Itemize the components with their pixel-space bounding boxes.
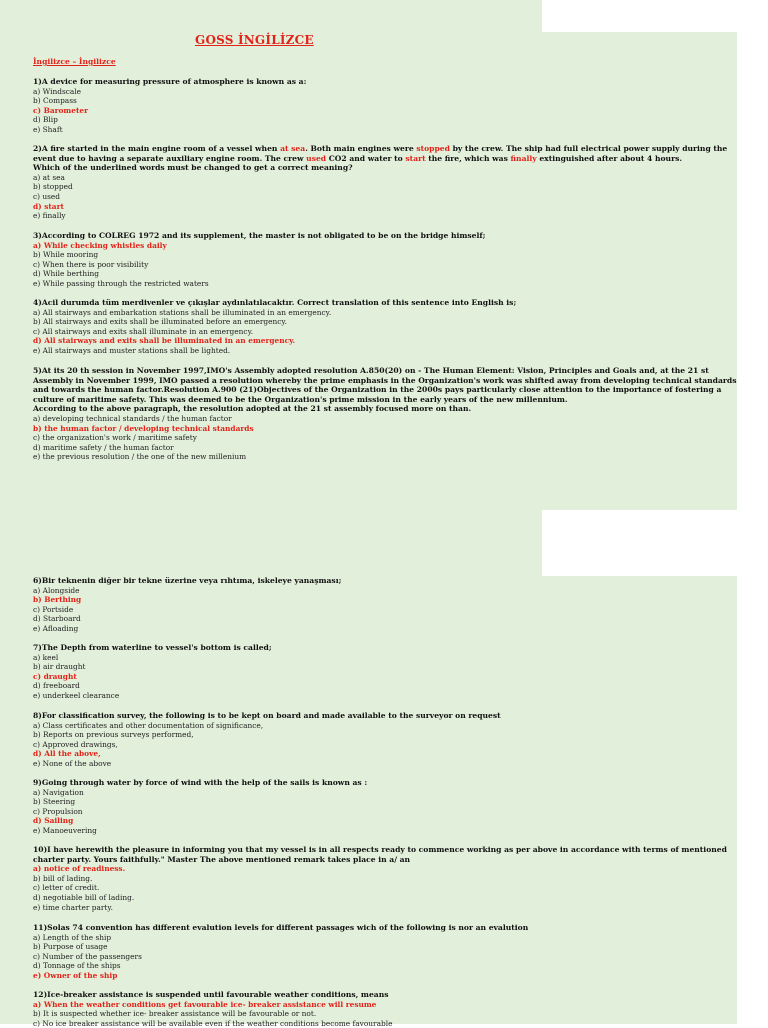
highlighted-word: finally — [510, 153, 537, 163]
correct-option: c) draught — [33, 671, 77, 681]
option: b) It is suspected whether ice- breaker assistance will be favourable or not. — [33, 1009, 317, 1019]
correct-option: a) While checking whistles daily — [33, 240, 167, 250]
option: c) When there is poor visibility — [33, 259, 149, 269]
highlighted-word: used — [306, 153, 327, 163]
question-text: 9)Going through water by force of wind with the help of the sails is known as : — [33, 778, 368, 787]
question-text: 11)Solas 74 convention has different evalution levels for different passages wich of the following is nor an evalution — [33, 923, 529, 932]
option: e) the previous resolution / the one of the new millenium — [33, 452, 247, 462]
option: e) While passing through the restricted waters — [33, 278, 209, 288]
option: e) Manoeuvering — [33, 825, 97, 835]
option: e) time charter party. — [33, 902, 113, 912]
page-background-top — [0, 0, 542, 32]
option: e) Shaft — [33, 124, 63, 134]
option: c) letter of credit. — [33, 883, 100, 893]
correct-option: d) start — [33, 201, 64, 211]
option: b) air draught — [33, 662, 86, 672]
option: c) Portside — [33, 604, 74, 614]
question-text: 1)A device for measuring pressure of atmosphere is known as a: — [33, 77, 307, 86]
correct-option: d) Sailing — [33, 816, 74, 826]
option: d) Starboard — [33, 614, 81, 624]
option: a) at sea — [33, 172, 65, 182]
highlighted-word: start — [405, 153, 426, 163]
question-4 — [33, 298, 737, 356]
page-title: GOSS İNGİLİZCE — [195, 33, 314, 47]
question-text: 4)Acil durumda tüm merdivenler ve çıkışlar aydınlatılacaktır. Correct translation of this sentence into English is; — [33, 298, 517, 307]
option: b) Purpose of usage — [33, 942, 108, 952]
option: a) Windscale — [33, 86, 82, 96]
question-8 — [33, 711, 737, 769]
question-9 — [33, 778, 737, 836]
option: b) Compass — [33, 96, 77, 106]
question-10 — [33, 845, 737, 912]
option: d) negotiable bill of lading. — [33, 892, 135, 902]
question-text: 12)Ice-breaker assistance is suspended until favourable weather conditions, means — [33, 990, 389, 999]
option: d) While berthing — [33, 269, 99, 279]
correct-option: d) All stairways and exits shall be illuminated in an emergency. — [33, 336, 296, 346]
option: d) maritime safety / the human factor — [33, 442, 174, 452]
option: b) bill of lading. — [33, 873, 93, 883]
question-text: 6)Bir teknenin diğer bir tekne üzerine veya rıhtıma, iskeleye yanaşması; — [33, 576, 342, 585]
option: d) Blip — [33, 115, 58, 125]
option: e) finally — [33, 211, 66, 221]
question-7 — [33, 643, 737, 701]
option: c) Propulsion — [33, 806, 83, 816]
question-text-2: Which of the underlined words must be changed to get a correct meaning? — [33, 163, 353, 173]
option: e) None of the above — [33, 758, 112, 768]
option: c) the organization's work / maritime safety — [33, 433, 197, 443]
question-3 — [33, 231, 737, 289]
question-12 — [33, 990, 737, 1028]
question-text: 2)A fire started in the main engine room of a vessel when at sea. Both main engines were stopped by the crew. The ship had full electrical power supply during the event due to having a separate auxiliary engine room. The crew used CO2 and water to start the fire, which was finally extinguished after about 4 hours. — [33, 144, 728, 163]
option: c) All stairways and exits shall illuminate in an emergency. — [33, 326, 254, 336]
option: c) No ice breaker assistance will be available even if the weather conditions become favourable — [33, 1018, 393, 1028]
option: a) Alongside — [33, 585, 80, 595]
option: e) Afloading — [33, 623, 79, 633]
question-text: 3)According to COLREG 1972 and its supplement, the master is not obligated to be on the bridge himself; — [33, 231, 486, 240]
highlighted-word: stopped — [416, 144, 450, 153]
question-5 — [33, 366, 737, 462]
correct-option: a) notice of readiness. — [33, 864, 126, 874]
correct-option: d) All the above, — [33, 749, 101, 759]
page-background-gap — [0, 510, 542, 576]
option: c) Number of the passengers — [33, 951, 142, 961]
correct-option: b) the human factor / developing technical standards — [33, 423, 254, 433]
question-2 — [33, 144, 737, 221]
correct-option: c) Barometer — [33, 105, 88, 115]
option: a) Length of the ship — [33, 932, 112, 942]
option: c) used — [33, 191, 61, 201]
correct-option: b) Berthing — [33, 595, 82, 605]
option: b) stopped — [33, 182, 73, 192]
option: b) While mooring — [33, 250, 99, 260]
option: d) Tonnage of the ships — [33, 961, 121, 971]
question-1 — [33, 77, 737, 135]
option: a) Navigation — [33, 787, 84, 797]
option: a) keel — [33, 652, 59, 662]
correct-option: a) When the weather conditions get favourable ice- breaker assistance will resume — [33, 999, 377, 1009]
correct-option: e) Owner of the ship — [33, 970, 118, 980]
question-text: 10)I have herewith the pleasure in informing you that my vessel is in all respects ready to commence working as per above in accordance with terms of mentioned charter party. Yours faithfully." Master The above mentioned remark takes place in a/ an — [33, 845, 727, 864]
option: a) developing technical standards / the human factor — [33, 413, 232, 423]
question-text: 8)For classification survey, the following is to be kept on board and made available to the surveyor on request — [33, 711, 501, 720]
page-subtitle: İngilizce – İngilizce — [33, 57, 116, 66]
question-text-2: According to the above paragraph, the resolution adopted at the 21 st assembly focused more on than. — [33, 404, 472, 414]
option: d) freeboard — [33, 681, 80, 691]
option: c) Approved drawings, — [33, 739, 118, 749]
option: e) All stairways and muster stations shall be lighted. — [33, 345, 231, 355]
question-11 — [33, 923, 737, 981]
option: b) Steering — [33, 797, 76, 807]
question-text: 7)The Depth from waterline to vessel's bottom is called; — [33, 643, 272, 652]
question-text: 5)At its 20 th session in November 1997,IMO's Assembly adopted resolution A.850(20) on - The Human Element: Vision, Principles and Goals and, at the 21 st Assembly in November 1999, IMO passed a resolution whereby the prime emphasis in the Organization's work was shifted away from developing technical standards and towards the human factor.Resolution A.900 (21)Objectives of the Organization in the 2000s pays particularly close attention to the importance of fostering a culture of maritime safety. This was deemed to be the Organization's prime mission in the early years of the new millennium. — [33, 366, 737, 404]
option: b) All stairways and exits shall be illuminated before an emergency. — [33, 317, 287, 327]
highlighted-word: at sea — [280, 144, 306, 153]
option: b) Reports on previous surveys performed, — [33, 730, 194, 740]
option: a) All stairways and embarkation stations shall be illuminated in an emergency. — [33, 307, 332, 317]
option: e) underkeel clearance — [33, 690, 120, 700]
option: a) Class certificates and other documentation of significance, — [33, 720, 264, 730]
question-6 — [33, 576, 737, 634]
